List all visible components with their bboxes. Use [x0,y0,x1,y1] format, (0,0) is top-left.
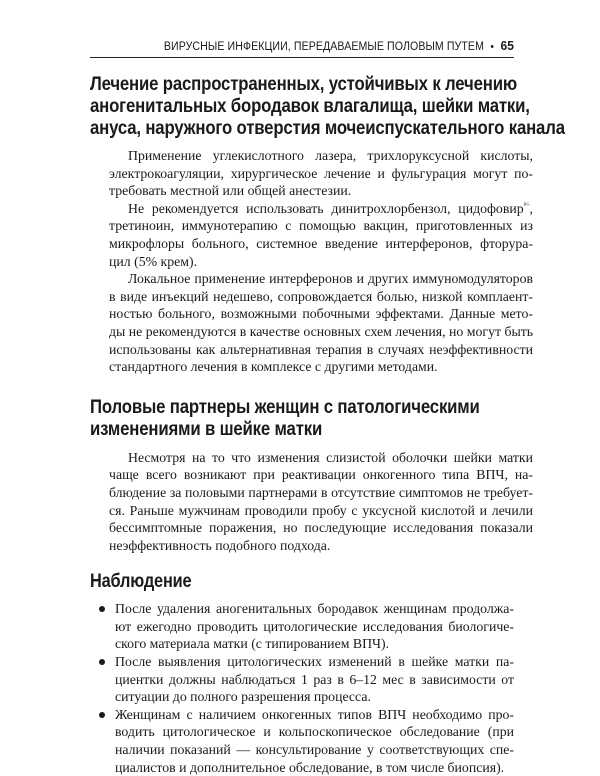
list-item: Женщинам с наличием онкогенных типов ВПЧ необходимо про- водить цитологическое и кольпоскопическое обследование (при наличии показаний — консультирование у соответствующих спе- циалистов и дополнительное обследование, в том числе биопсия). [90,706,514,776]
paragraph: Применение углекислотного лазера, трихлоруксусной кислоты, электрокоагуляции, хирургическое лечение и фульгурация могут по- требовать местной или общей анестезии. [109,148,533,199]
bullet-icon [99,606,105,612]
header-separator: • [490,41,495,53]
header-rule [90,57,514,58]
footnote-marker: ᴿᴳ [523,201,530,210]
paragraph: Несмотря на то что изменения слизистой оболочки шейки матки чаще всего возникают при реактивации онкогенного типа ВПЧ, на- блюдение за половыми партнерами в отсутствие симптомов не требует- ся. Раньше мужчинам проводили пробу с уксусной кислотой и лечили бессимптомные поражения, но последующие исследования показали неэффективность подобного подхода. [109,449,533,553]
page-number: 65 [500,38,514,53]
running-title: ВИРУСНЫЕ ИНФЕКЦИИ, ПЕРЕДАВАЕМЫЕ ПОЛОВЫМ ПУТЕМ [163,41,484,53]
paragraph: Не рекомендуется использовать динитрохлорбензол, цидофовир$^{ᴿᴳ}$, третиноин, иммунотерапию с помощью вакцин, приготовленных из микрофлоры больного, системное введение интерферонов, фторура- цил (5% крем). [109,200,533,269]
list-item: После удаления аногенитальных бородавок женщинам продолжа- ют ежегодно проводить цитологические исследования биологиче- ского материала матки (с типированием ВПЧ). [90,600,514,653]
section-heading-treatment: Лечение распространенных, устойчивых к лечению аногенитальных бородавок влагалища, шейки матки, ануса, наружного отверстия мочеиспускательного канала [90,73,565,139]
bullet-icon [99,712,105,718]
section-heading-observation: Наблюдение [90,571,192,593]
paragraph: Локальное применение интерферонов и других иммуномодуляторов в виде инъекций недешево, сопровождается болью, низкой комплаент- ностью больного, возможными побочными эффектами. Данные мето- ды не рекомендуются в качестве основных схем лечения, но могут быть использованы как альтернативная терапия в случаях неэффективности стандартного лечения в комплексе с другими методами. [109,271,534,375]
bullet-icon [99,659,105,665]
section-heading-partners: Половые партнеры женщин с патологическими изменениями в шейке матки [90,395,480,440]
running-header [124,38,514,53]
list-item: После выявления цитологических изменений в шейке матки па- циентки должны наблюдаться 1 раз в 6–12 мес в зависимости от ситуации до полного разрешения процесса. [90,653,514,706]
page-body [90,73,565,776]
